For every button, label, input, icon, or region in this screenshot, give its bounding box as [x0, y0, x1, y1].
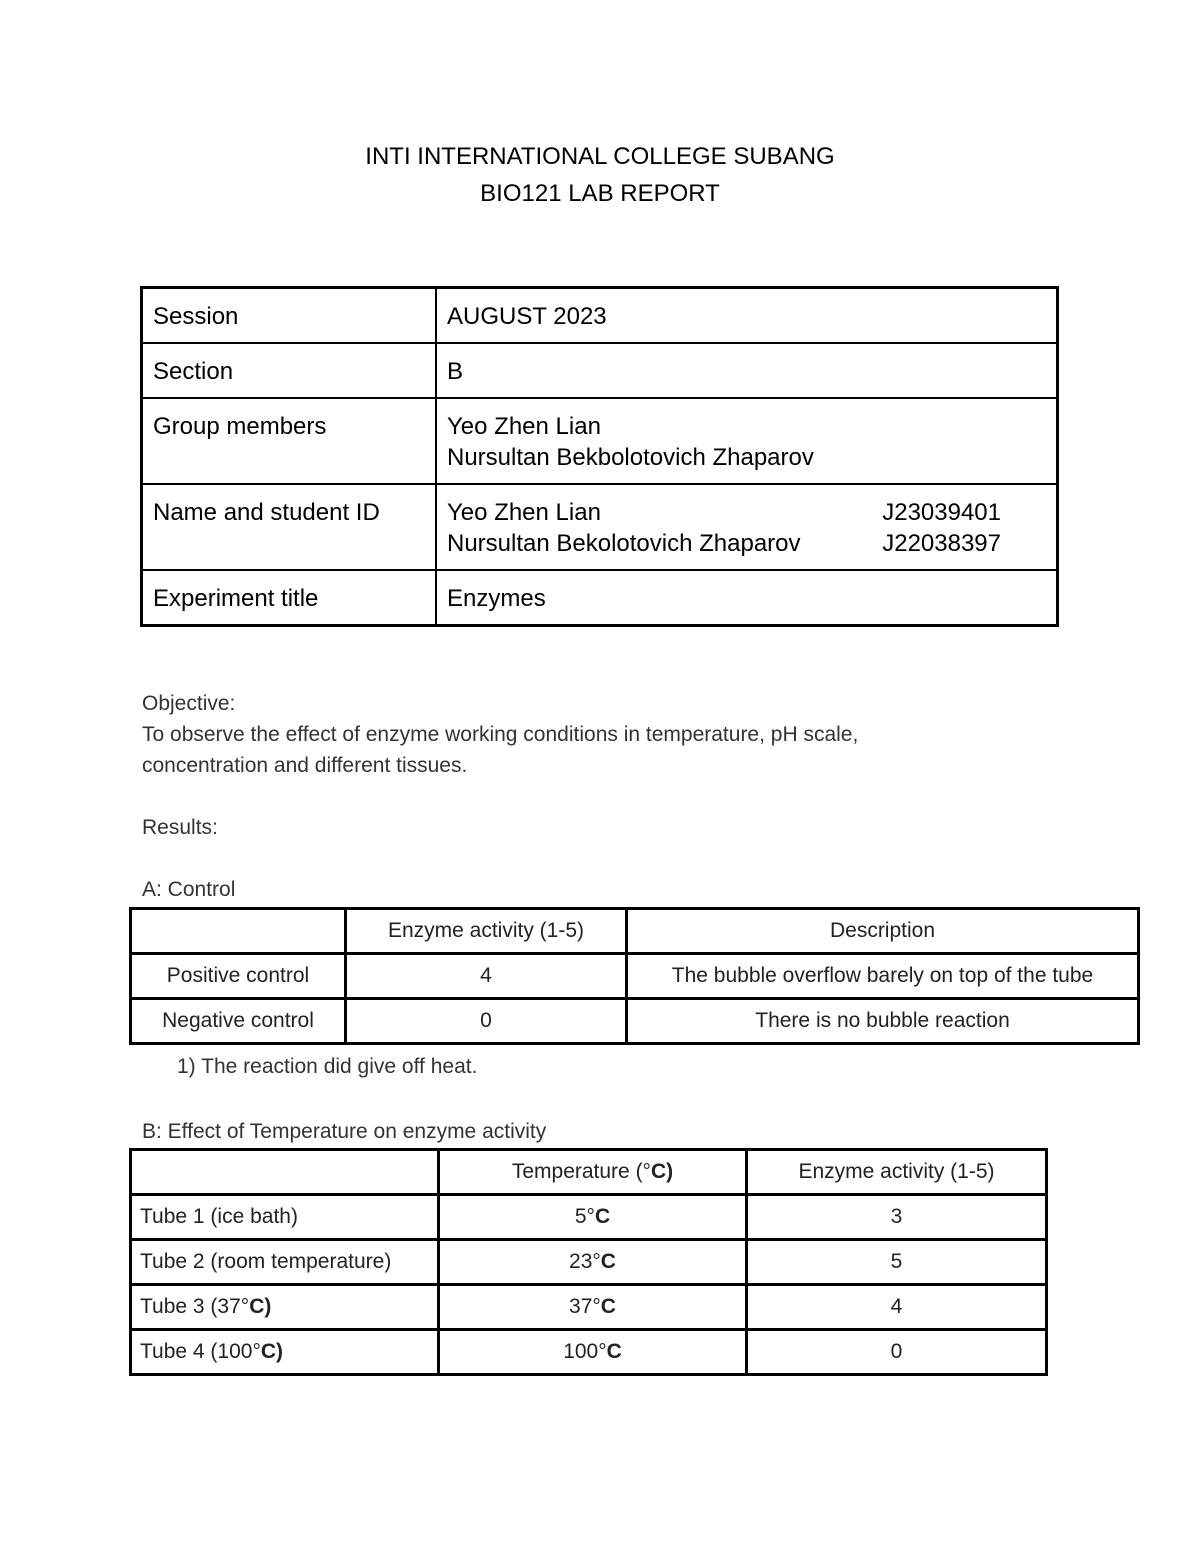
student-id: J23039401	[882, 499, 1001, 526]
temperature-cell	[439, 1285, 747, 1330]
objective-label: Objective:	[142, 692, 236, 715]
table-header-row	[131, 909, 1139, 954]
section-row	[142, 343, 1058, 398]
temperature-cell	[439, 1330, 747, 1375]
experiment-row	[142, 570, 1058, 626]
tube-cell	[131, 1330, 439, 1375]
table-row	[131, 954, 1139, 999]
tube-unit: C)	[260, 1340, 284, 1363]
header-text: Temperature (°	[511, 1160, 651, 1183]
tube-unit: C)	[249, 1295, 272, 1318]
table-cell: The bubble overflow barely on top of the tube	[627, 954, 1139, 999]
temperature-cell	[439, 1195, 747, 1240]
table-row	[131, 1285, 1047, 1330]
temperature-unit: C	[606, 1340, 622, 1363]
table-header-row	[131, 1150, 1047, 1195]
table-row	[131, 1240, 1047, 1285]
activity-cell: 3	[747, 1195, 1047, 1240]
tube-label: Tube 3 (37°	[140, 1295, 250, 1318]
student-entry	[447, 497, 1046, 528]
table-cell: Negative control	[131, 999, 346, 1044]
group-members	[436, 398, 1058, 484]
table-header-cell: Enzyme activity (1-5)	[747, 1150, 1047, 1195]
control-heading: A: Control	[142, 878, 236, 901]
table-header-cell: Enzyme activity (1-5)	[346, 909, 627, 954]
table-row	[131, 1195, 1047, 1240]
tube-cell	[131, 1285, 439, 1330]
report-title: BIO121 LAB REPORT	[480, 180, 720, 207]
results-label: Results:	[142, 816, 218, 839]
group-label: Group members	[142, 398, 437, 484]
session-value: AUGUST 2023	[436, 288, 1058, 344]
table-header-cell	[131, 909, 346, 954]
tube-cell	[131, 1240, 439, 1285]
table-header-cell: Description	[627, 909, 1139, 954]
section-value: B	[436, 343, 1058, 398]
tube-label: Tube 4 (100°	[140, 1340, 261, 1363]
temperature-unit: C	[600, 1250, 616, 1273]
table-header-cell	[439, 1150, 747, 1195]
temperature-value: 5°	[574, 1205, 595, 1228]
temperature-value: 37°	[569, 1295, 601, 1318]
table-cell: 0	[346, 999, 627, 1044]
tube-cell	[131, 1195, 439, 1240]
table-row	[131, 999, 1139, 1044]
student-name: Nursultan Bekolotovich Zhaparov	[447, 530, 801, 557]
student-entry	[447, 528, 1046, 559]
session-label: Session	[142, 288, 437, 344]
temperature-table	[129, 1148, 1048, 1376]
experiment-title-value: Enzymes	[436, 570, 1058, 626]
temperature-heading: B: Effect of Temperature on enzyme activity	[142, 1120, 547, 1143]
temperature-unit: C	[594, 1205, 611, 1228]
tube-label: Tube 1 (ice bath)	[140, 1205, 298, 1228]
table-cell: There is no bubble reaction	[627, 999, 1139, 1044]
info-table	[140, 286, 1059, 627]
control-table	[129, 907, 1140, 1045]
table-cell: Positive control	[131, 954, 346, 999]
header-unit: C)	[650, 1160, 674, 1183]
objective-line: To observe the effect of enzyme working conditions in temperature, pH scale,	[142, 723, 859, 746]
session-row	[142, 288, 1058, 344]
objective-line: concentration and different tissues.	[142, 754, 468, 777]
temperature-value: 23°	[569, 1250, 601, 1273]
group-member: Yeo Zhen Lian	[447, 413, 601, 440]
temperature-cell	[439, 1240, 747, 1285]
activity-cell: 4	[747, 1285, 1047, 1330]
student-name: Yeo Zhen Lian	[447, 499, 601, 526]
student-id-row	[142, 484, 1058, 570]
group-row	[142, 398, 1058, 484]
table-cell: 4	[346, 954, 627, 999]
student-id: J22038397	[882, 530, 1001, 557]
tube-label: Tube 2 (room temperature)	[140, 1250, 392, 1273]
control-note: 1) The reaction did give off heat.	[177, 1055, 478, 1078]
activity-cell: 5	[747, 1240, 1047, 1285]
table-row	[131, 1330, 1047, 1375]
section-label: Section	[142, 343, 437, 398]
report-institution: INTI INTERNATIONAL COLLEGE SUBANG	[365, 143, 835, 170]
group-member: Nursultan Bekbolotovich Zhaparov	[447, 444, 814, 471]
temperature-unit: C	[600, 1295, 616, 1318]
table-header-cell	[131, 1150, 439, 1195]
temperature-value: 100°	[563, 1340, 607, 1363]
student-id-label: Name and student ID	[142, 484, 437, 570]
student-list	[436, 484, 1058, 570]
activity-cell: 0	[747, 1330, 1047, 1375]
experiment-title-label: Experiment title	[142, 570, 437, 626]
